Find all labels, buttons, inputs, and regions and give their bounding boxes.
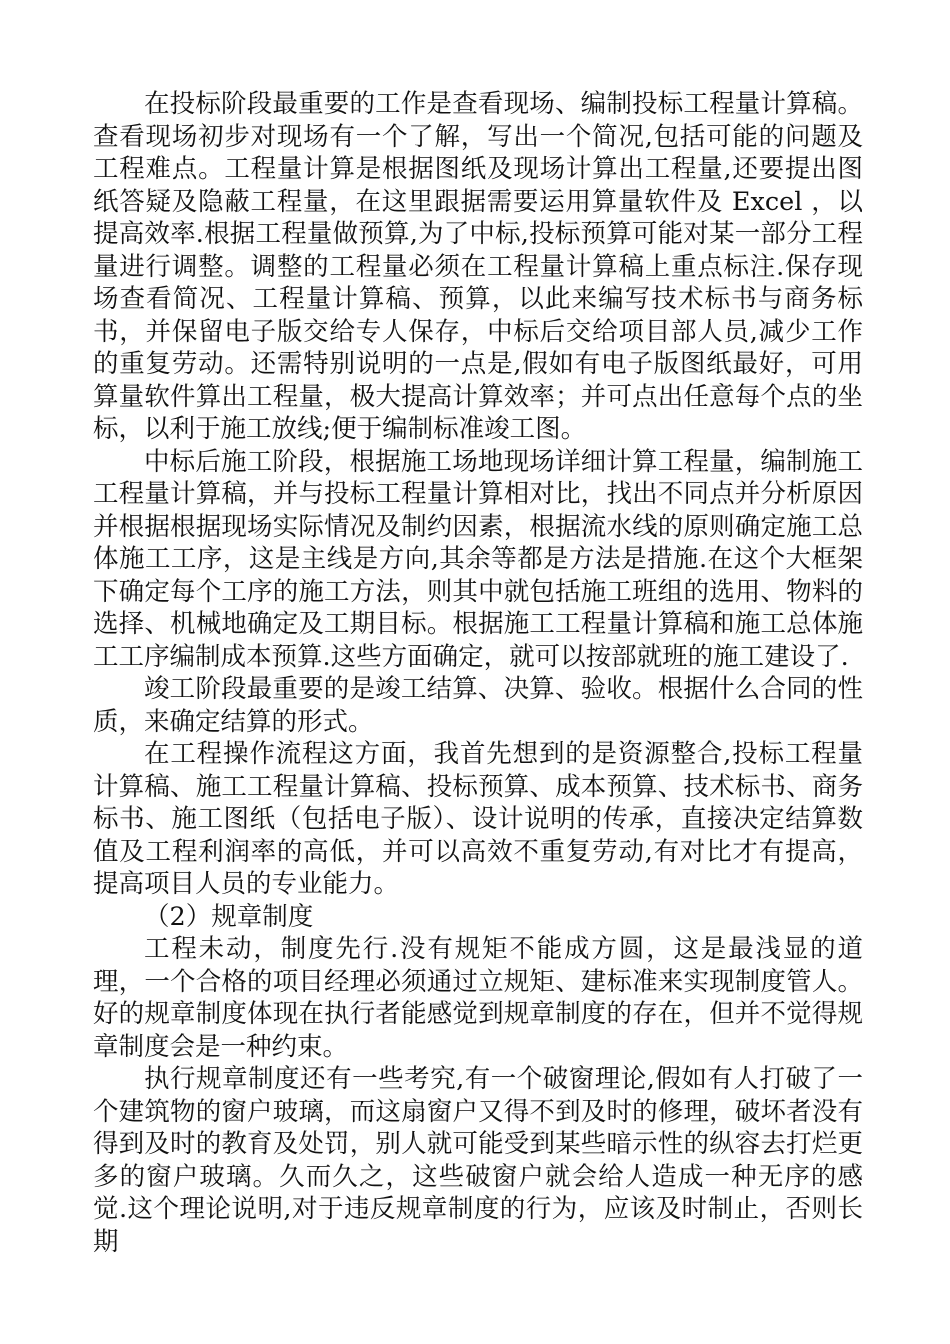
document-page (93, 88, 863, 1258)
paragraph-rules-first: 工程未动，制度先行.没有规矩不能成方圆，这是最浅显的道理，一个合格的项目经理必须通过立规矩、建标准来实现制度管人。好的规章制度体现在执行者能感觉到规章制度的存在，但并不觉得规章制度会是一种约束。 (93, 934, 863, 1062)
paragraph-resource-integration: 在工程操作流程这方面，我首先想到的是资源整合,投标工程量计算稿、施工工程量计算稿、投标预算、成本预算、技术标书、商务标书、施工图纸（包括电子版）、设计说明的传承，直接决定结算数值及工程利润率的高低，并可以高效不重复劳动,有对比才有提高，提高项目人员的专业能力。 (93, 739, 863, 899)
paragraph-completion-stage: 竣工阶段最重要的是竣工结算、决算、验收。根据什么合同的性质，来确定结算的形式。 (93, 674, 863, 737)
section-heading: （2）规章制度 (144, 901, 314, 932)
paragraph-broken-window: 执行规章制度还有一些考究,有一个破窗理论,假如有人打破了一个建筑物的窗户玻璃，而这扇窗户又得不到及时的修理，破坏者没有得到及时的教育及处罚，别人就可能受到某些暗示性的纵容去打烂更多的窗户玻璃。久而久之，这些破窗户就会给人造成一种无序的感觉.这个理论说明,对于违反规章制度的行为，应该及时制止，否则长期 (93, 1064, 863, 1257)
paragraph-construction-stage: 中标后施工阶段，根据施工场地现场详细计算工程量，编制施工工程量计算稿，并与投标工程量计算相对比，找出不同点并分析原因并根据根据现场实际情况及制约因素，根据流水线的原则确定施工总体施工工序，这是主线是方向,其余等都是方法是措施.在这个大框架下确定每个工序的施工方法，则其中就包括施工班组的选用、物料的选择、机械地确定及工期目标。根据施工工程量计算稿和施工总体施工工序编制成本预算.这些方面确定，就可以按部就班的施工建设了. (93, 446, 863, 672)
paragraph-bidding-stage: 在投标阶段最重要的工作是查看现场、编制投标工程量计算稿。查看现场初步对现场有一个了解，写出一个简况,包括可能的问题及工程难点。工程量计算是根据图纸及现场计算出工程量,还要提出图纸答疑及隐蔽工程量，在这里跟据需要运用算量软件及 Excel ，以提高效率.根据工程量做预算,为了中标,投标预算可能对某一部分工程量进行调整。调整的工程量必须在工程量计算稿上重点标注.保存现场查看简况、工程量计算稿、预算，以此来编写技术标书与商务标书，并保留电子版交给专人保存，中标后交给项目部人员,减少工作的重复劳动。还需特别说明的一点是,假如有电子版图纸最好，可用算量软件算出工程量，极大提高计算效率；并可点出任意每个点的坐标，以利于施工放线;便于编制标准竣工图。 (93, 89, 863, 444)
